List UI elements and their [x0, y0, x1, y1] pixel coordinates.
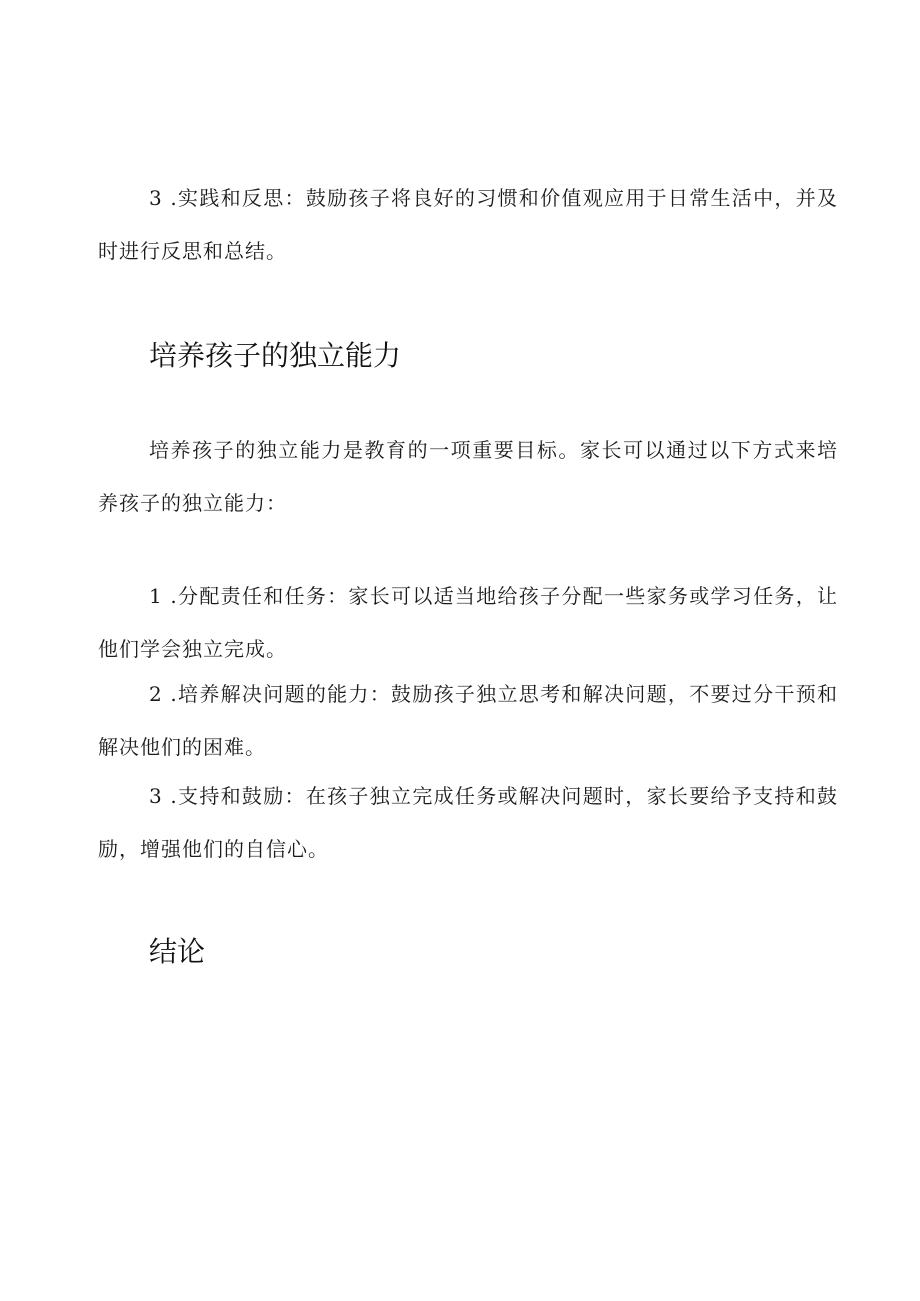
list-item: 2 .培养解决问题的能力：鼓励孩子独立思考和解决问题，不要过分干预和解决他们的困难。 — [98, 682, 838, 759]
list-item: 3 .支持和鼓励：在孩子独立完成任务或解决问题时，家长要给予支持和鼓励，增强他们的自信心。 — [98, 784, 838, 861]
independence-intro-paragraph: 培养孩子的独立能力是教育的一项重要目标。家长可以通过以下方式来培养孩子的独立能力： — [98, 438, 838, 515]
list-item: 1 .分配责任和任务：家长可以适当地给孩子分配一些家务或学习任务，让他们学会独立完成。 — [98, 584, 838, 661]
section-heading-conclusion: 结论 — [149, 935, 206, 968]
practice-reflection-paragraph: 3 .实践和反思：鼓励孩子将良好的习惯和价值观应用于日常生活中，并及时进行反思和总结。 — [98, 186, 838, 263]
section-heading-independence: 培养孩子的独立能力 — [149, 339, 402, 372]
